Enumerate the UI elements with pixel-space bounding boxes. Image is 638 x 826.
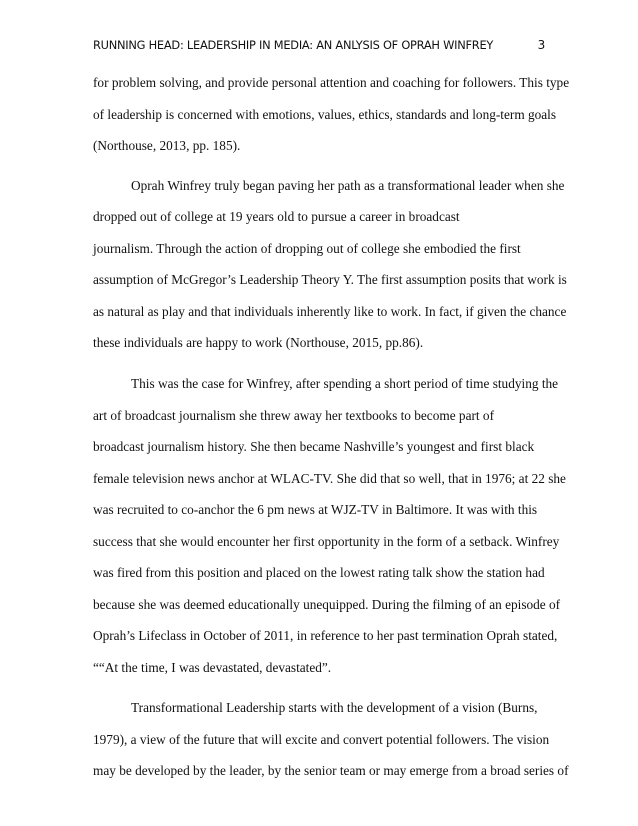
paragraph-2-line-3: journalism. Through the action of dropping out of college she embodied the first [93, 241, 521, 256]
paragraph-1-line-2: of leadership is concerned with emotions, values, ethics, standards and long-term goals [93, 107, 557, 122]
paragraph-1-line-1: for problem solving, and provide personal attention and coaching for followers. This type [93, 75, 570, 90]
running-head-title: RUNNING HEAD: LEADERSHIP IN MEDIA: AN ANLYSIS OF OPRAH WINFREY [93, 38, 494, 52]
paragraph-2-line-4: assumption of McGregor’s Leadership Theory Y. The first assumption posits that work is [93, 272, 567, 287]
paragraph-2-line-6: these individuals are happy to work (Northouse, 2015, pp.86). [93, 335, 424, 350]
paragraph-2-line-2: dropped out of college at 19 years old to pursue a career in broadcast [93, 209, 460, 224]
page-number: 3 [537, 38, 545, 52]
paragraph-2-line-1: Oprah Winfrey truly began paving her path as a transformational leader when she [131, 178, 565, 193]
paragraph-3-line-1: This was the case for Winfrey, after spending a short period of time studying the [131, 376, 559, 391]
paragraph-2-line-5: as natural as play and that individuals inherently like to work. In fact, if given the chance [93, 304, 567, 319]
paragraph-3-line-8: because she was deemed educationally unequipped. During the filming of an episode of [93, 597, 561, 612]
paragraph-3-line-6: success that she would encounter her first opportunity in the form of a setback. Winfrey [93, 534, 560, 549]
paragraph-3-line-7: was fired from this position and placed on the lowest rating talk show the station had [93, 565, 545, 580]
paragraph-3-line-5: was recruited to co-anchor the 6 pm news at WJZ-TV in Baltimore. It was with this [93, 502, 538, 517]
paragraph-4-line-3: may be developed by the leader, by the senior team or may emerge from a broad series of [93, 763, 569, 778]
paragraph-1-line-3: (Northouse, 2013, pp. 185). [93, 138, 241, 153]
paragraph-4-line-2: 1979), a view of the future that will excite and convert potential followers. The vision [93, 732, 550, 747]
paragraph-3-line-9: Oprah’s Lifeclass in October of 2011, in reference to her past termination Oprah stated, [93, 628, 558, 643]
paragraph-3-line-3: broadcast journalism history. She then became Nashville’s youngest and first black [93, 439, 535, 454]
paragraph-3-line-2: art of broadcast journalism she threw away her textbooks to become part of [93, 408, 494, 423]
paragraph-4-line-1: Transformational Leadership starts with the development of a vision (Burns, [131, 700, 538, 715]
paragraph-3-line-4: female television news anchor at WLAC-TV. She did that so well, that in 1976; at 22 she [93, 471, 566, 486]
running-header [93, 38, 545, 56]
paragraph-3-line-10: ““At the time, I was devastated, devastated”. [93, 660, 332, 675]
